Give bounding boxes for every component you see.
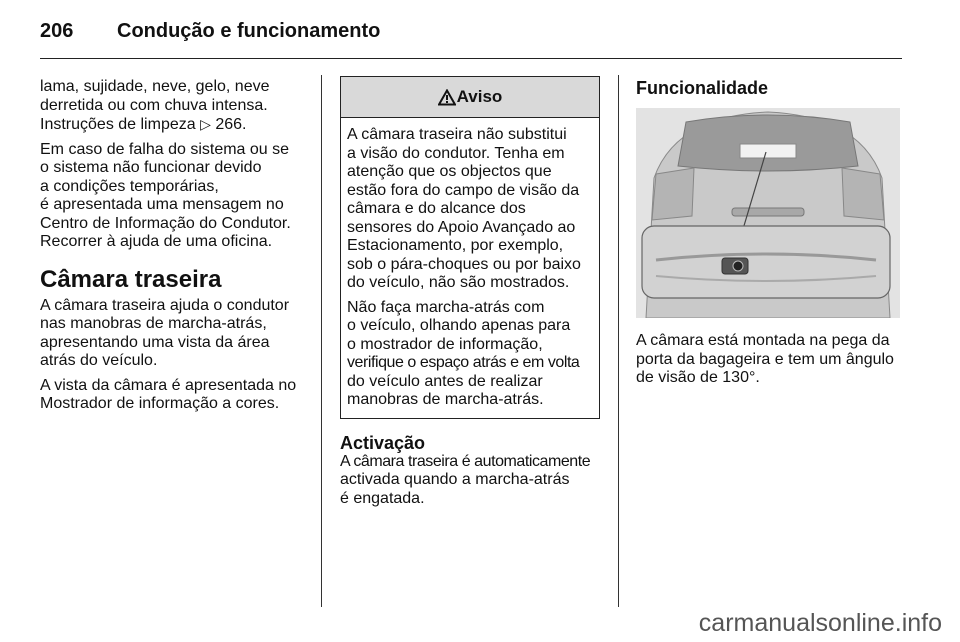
text-line: A vista da câmara é apresentada no bbox=[40, 376, 297, 394]
column-divider bbox=[618, 75, 619, 607]
subsection-title-functionality: Funcionalidade bbox=[636, 78, 769, 98]
page-header bbox=[40, 18, 902, 59]
text-line: A câmara traseira ajuda o condutor bbox=[40, 296, 290, 314]
text-line: porta da bagageira e tem um ângulo bbox=[636, 350, 894, 368]
text-line: o sistema não funcionar devido bbox=[40, 159, 262, 176]
text-line: atenção que os objectos que bbox=[347, 163, 552, 180]
text-line: derretida ou com chuva intensa. bbox=[40, 96, 268, 114]
text-line: nas manobras de marcha-atrás, bbox=[40, 315, 267, 332]
paragraph-camera-intro bbox=[40, 297, 305, 371]
reference-arrow-icon: ▷ bbox=[200, 116, 211, 132]
column-divider bbox=[321, 75, 322, 607]
text-line: Recorrer à ajuda de uma oficina. bbox=[40, 233, 273, 250]
text-line: A câmara traseira não substitui bbox=[347, 126, 567, 143]
watermark: carmanualsonline.info bbox=[698, 609, 942, 637]
text-line: lama, sujidade, neve, gelo, neve bbox=[40, 78, 270, 95]
paragraph-system-failure bbox=[40, 141, 305, 252]
text-line: a visão do condutor. Tenha em bbox=[347, 144, 565, 162]
page-number: 206 bbox=[40, 20, 74, 42]
text-line: de visão de 130°. bbox=[636, 369, 760, 386]
text-line: Em caso de falha do sistema ou se bbox=[40, 140, 290, 158]
column-left bbox=[40, 78, 305, 420]
rear-camera-illustration bbox=[636, 108, 900, 318]
subsection-title-activation: Activação bbox=[340, 432, 426, 453]
paragraph-cleaning bbox=[40, 78, 305, 135]
text-line: Mostrador de informação a cores. bbox=[40, 395, 280, 412]
text-line: sensores do Apoio Avançado ao bbox=[347, 218, 576, 236]
warning-paragraph-2 bbox=[347, 299, 593, 410]
text-line: A câmara traseira é automaticamente bbox=[340, 452, 591, 470]
text-line: verifique o espaço atrás e em volta bbox=[347, 354, 580, 371]
chapter-title: Condução e funcionamento bbox=[117, 20, 381, 42]
text-line: Centro de Informação do Condutor. bbox=[40, 214, 291, 232]
paragraph-camera-display bbox=[40, 377, 305, 414]
text-line: estão fora do campo de visão da bbox=[347, 181, 580, 199]
text-line: o veículo, olhando apenas para bbox=[347, 317, 571, 334]
paragraph-activation bbox=[340, 453, 602, 509]
text-line: manobras de marcha-atrás. bbox=[347, 391, 544, 408]
text-line: Instruções de limpeza bbox=[40, 116, 201, 133]
warning-title: Aviso bbox=[456, 86, 503, 106]
warning-header bbox=[341, 77, 599, 118]
warning-box bbox=[340, 76, 600, 419]
text-line: do veículo antes de realizar bbox=[347, 372, 543, 390]
warning-paragraph-1 bbox=[347, 126, 593, 293]
text-line: Estacionamento, por exemplo, bbox=[347, 237, 564, 254]
text-line: é engatada. bbox=[340, 489, 425, 507]
paragraph-camera-caption bbox=[636, 332, 902, 388]
warning-triangle-icon bbox=[438, 89, 456, 106]
text-line: é apresentada uma mensagem no bbox=[40, 196, 284, 213]
text-line: câmara e do alcance dos bbox=[347, 200, 526, 217]
text-line: atrás do veículo. bbox=[40, 352, 158, 369]
text-line: do veículo, não são mostrados. bbox=[347, 274, 570, 291]
text-line: activada quando a marcha-atrás bbox=[340, 471, 570, 488]
text-line: o mostrador de informação, bbox=[347, 335, 543, 353]
text-line: a condições temporárias, bbox=[40, 177, 219, 195]
column-middle bbox=[340, 76, 602, 514]
text-line: apresentando uma vista da área bbox=[40, 333, 270, 351]
section-title: Câmara traseira bbox=[40, 265, 222, 293]
text-line: Não faça marcha-atrás com bbox=[347, 298, 545, 316]
text-line: sob o pára-choques ou por baixo bbox=[347, 255, 581, 273]
column-right bbox=[636, 78, 902, 394]
warning-body bbox=[341, 118, 599, 418]
cleaning-page-link[interactable]: 266. bbox=[215, 116, 247, 133]
text-line: A câmara está montada na pega da bbox=[636, 332, 890, 349]
